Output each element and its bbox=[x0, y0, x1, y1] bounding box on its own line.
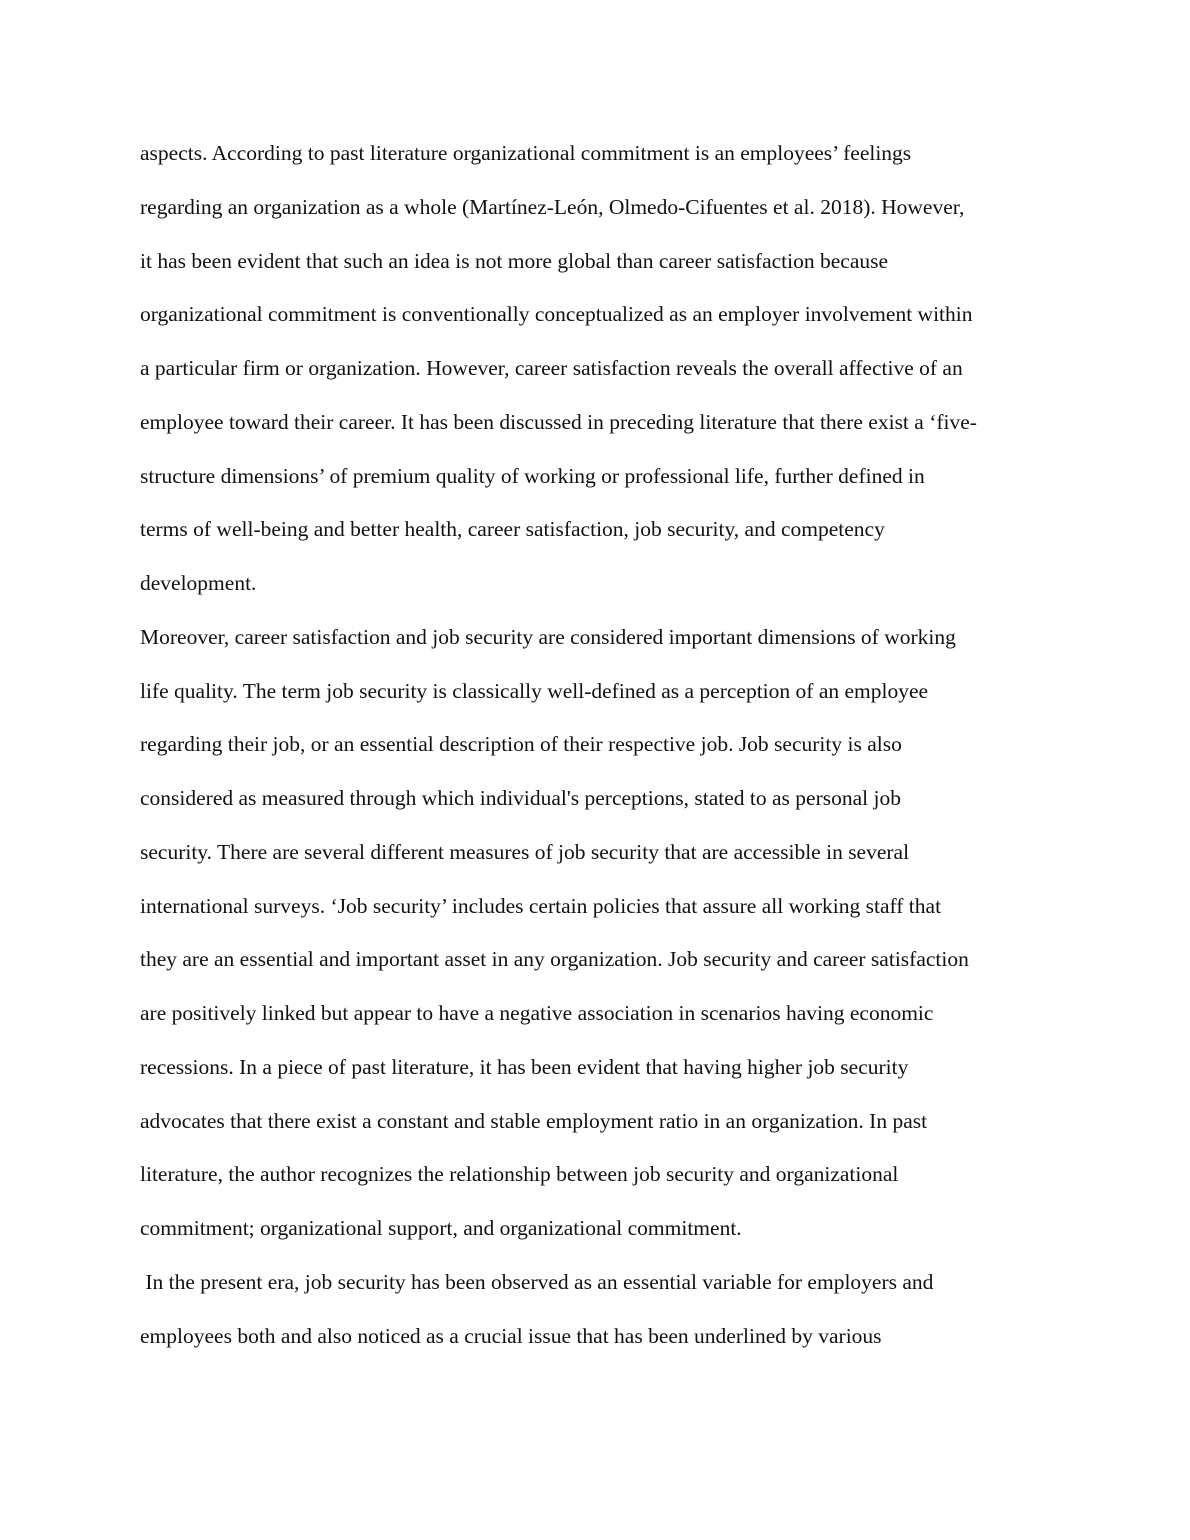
text-line: employees both and also noticed as a crucial issue that has been underlined by various bbox=[140, 1323, 882, 1348]
text-line: security. There are several different measures of job security that are accessible in several bbox=[140, 839, 910, 864]
text-line: employee toward their career. It has been discussed in preceding literature that there exist a ‘five- bbox=[140, 409, 977, 434]
text-line: are positively linked but appear to have a negative association in scenarios having economic bbox=[140, 1001, 934, 1025]
text-line: aspects. According to past literature organizational commitment is an employees’ feelings bbox=[140, 141, 912, 165]
text-line: they are an essential and important asset in any organization. Job security and career satisfaction bbox=[140, 947, 969, 972]
text-line: Moreover, career satisfaction and job security are considered important dimensions of working bbox=[140, 624, 956, 649]
body-text bbox=[140, 127, 1060, 1363]
text-line: life quality. The term job security is classically well-defined as a perception of an employee bbox=[140, 678, 929, 703]
text-line: commitment; organizational support, and organizational commitment. bbox=[140, 1216, 742, 1240]
text-line: considered as measured through which individual's perceptions, stated to as personal job bbox=[140, 786, 901, 810]
text-line: structure dimensions’ of premium quality of working or professional life, further defined in bbox=[140, 463, 925, 488]
text-line: recessions. In a piece of past literature, it has been evident that having higher job security bbox=[140, 1054, 909, 1079]
text-line: regarding their job, or an essential description of their respective job. Job security is also bbox=[140, 732, 902, 757]
text-line: terms of well-being and better health, career satisfaction, job security, and competency bbox=[140, 517, 885, 542]
text-line: regarding an organization as a whole (Martínez-León, Olmedo-Cifuentes et al. 2018). However, bbox=[140, 194, 965, 219]
text-line: international surveys. ‘Job security’ includes certain policies that assure all working staff that bbox=[140, 893, 942, 918]
text-line: development. bbox=[140, 571, 257, 595]
text-line: literature, the author recognizes the relationship between job security and organizational bbox=[140, 1162, 899, 1187]
text-line: In the present era, job security has been observed as an essential variable for employers and bbox=[140, 1269, 934, 1294]
text-line: advocates that there exist a constant and stable employment ratio in an organization. In past bbox=[140, 1108, 928, 1133]
text-line: organizational commitment is conventionally conceptualized as an employer involvement within bbox=[140, 302, 973, 327]
text-line: a particular firm or organization. However, career satisfaction reveals the overall affective of an bbox=[140, 356, 963, 380]
text-line: it has been evident that such an idea is not more global than career satisfaction because bbox=[140, 248, 889, 273]
